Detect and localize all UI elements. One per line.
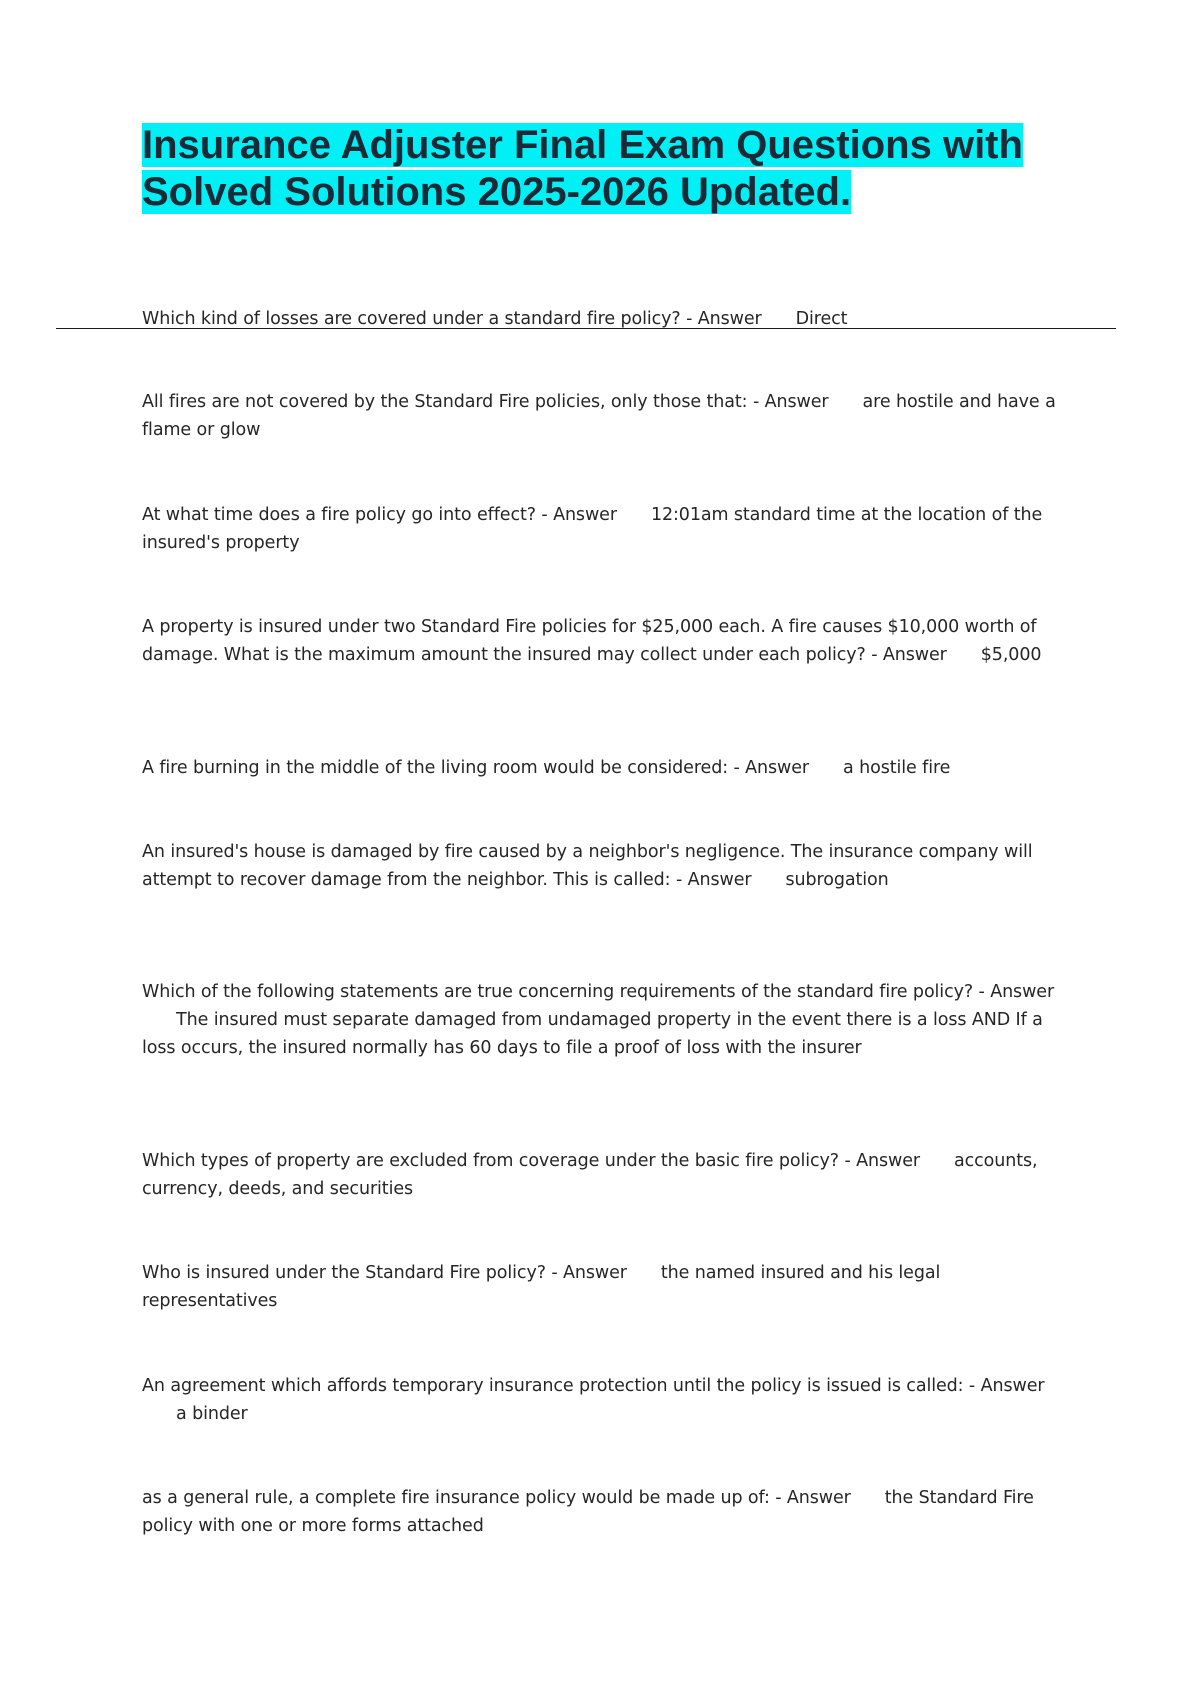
question-text: An agreement which affords temporary insurance protection until the policy is issued is called:	[142, 1376, 964, 1396]
question-text: An insured's house is damaged by fire caused by a neighbor's negligence. The insurance company will attempt to recover damage from the neighbor. This is called:	[142, 842, 1033, 890]
document-title	[142, 122, 1042, 216]
answer-label: - Answer	[541, 505, 617, 525]
answer-label: - Answer	[844, 1151, 920, 1171]
answer-label: - Answer	[733, 758, 810, 778]
qa-item-11	[142, 1484, 1072, 1540]
answer-text: 12:01am standard time at the location of the insured's property	[142, 505, 1043, 553]
answer-text: subrogation	[785, 870, 889, 890]
answer-label: - Answer	[752, 392, 829, 412]
title-block	[142, 122, 1042, 216]
qa-item-6	[142, 838, 1072, 894]
answer-label: - Answer	[978, 982, 1055, 1002]
question-text: Which types of property are excluded from coverage under the basic fire policy?	[142, 1151, 839, 1171]
answer-label: - Answer	[871, 645, 947, 665]
answer-text: a binder	[176, 1404, 248, 1424]
answer-label: - Answer	[775, 1488, 851, 1508]
answer-label: - Answer	[675, 870, 752, 890]
answer-label: - Answer	[551, 1263, 627, 1283]
answer-text: accounts, currency, deeds, and securities	[142, 1151, 1038, 1199]
answer-text: a hostile fire	[843, 758, 951, 778]
answer-label: - Answer	[686, 309, 762, 329]
qa-item-3	[142, 501, 1072, 557]
question-text: All fires are not covered by the Standard Fire policies, only those that:	[142, 392, 748, 412]
qa-item-8	[142, 1147, 1072, 1203]
question-text: Which kind of losses are covered under a standard fire policy?	[142, 309, 681, 329]
answer-text: The insured must separate damaged from undamaged property in the event there is a loss AND If a loss occurs, the insured normally has 60 days to file a proof of loss with the insurer	[142, 1010, 1043, 1058]
question-text: Which of the following statements are true concerning requirements of the standard fire policy?	[142, 982, 974, 1002]
answer-text: the Standard Fire policy with one or more forms attached	[142, 1488, 1034, 1536]
answer-text: $5,000	[980, 645, 1042, 665]
question-text: A fire burning in the middle of the living room would be considered:	[142, 758, 729, 778]
qa-item-1	[142, 305, 1072, 333]
qa-item-9	[142, 1259, 1072, 1315]
question-text: Who is insured under the Standard Fire policy?	[142, 1263, 546, 1283]
qa-item-10	[142, 1372, 1072, 1428]
answer-text: Direct	[795, 309, 848, 329]
answer-label: - Answer	[968, 1376, 1045, 1396]
question-text: A property is insured under two Standard Fire policies for $25,000 each. A fire causes $10,000 worth of damage. What is the maximum amount the insured may collect under each policy?	[142, 617, 1037, 665]
answer-text: the named insured and his legal representatives	[142, 1263, 941, 1311]
qa-item-7	[142, 978, 1072, 1062]
question-text: At what time does a fire policy go into effect?	[142, 505, 536, 525]
question-text: as a general rule, a complete fire insurance policy would be made up of:	[142, 1488, 770, 1508]
qa-item-5	[142, 754, 1072, 782]
document-title-text: Insurance Adjuster Final Exam Questions with Solved Solutions 2025-2026 Updated.	[142, 123, 1023, 214]
qa-item-4	[142, 613, 1072, 669]
qa-item-2	[142, 388, 1072, 444]
answer-text: are hostile and have a flame or glow	[142, 392, 1056, 440]
